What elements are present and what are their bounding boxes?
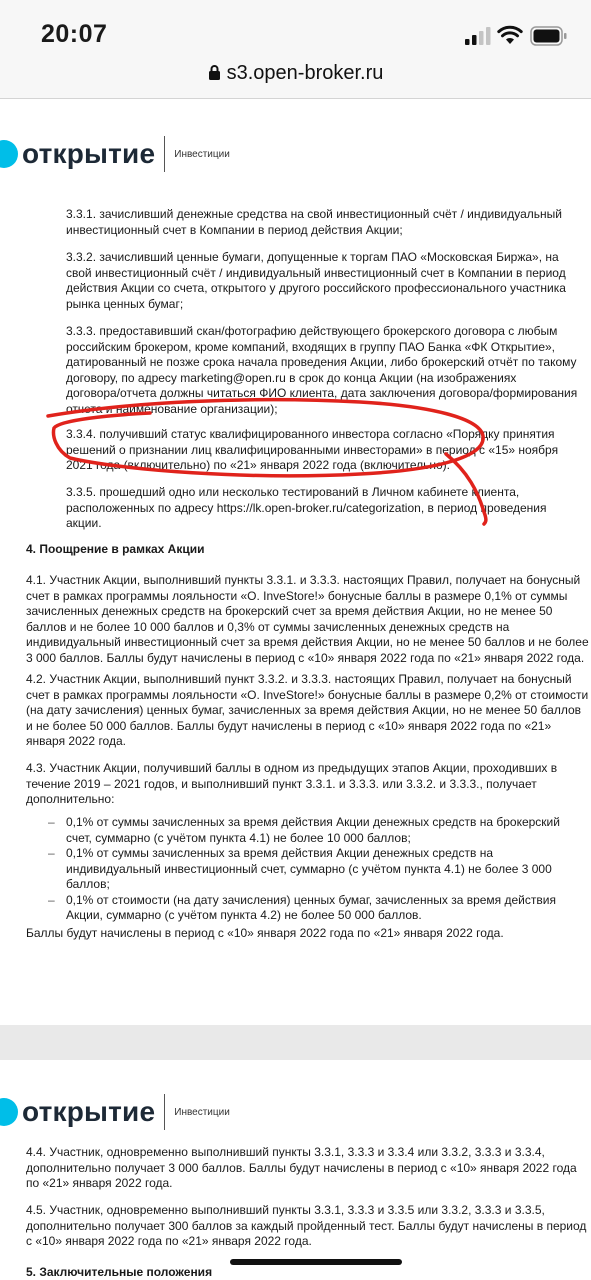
battery-icon bbox=[530, 26, 568, 46]
home-indicator[interactable] bbox=[230, 1259, 402, 1265]
text-line: рынка ценных бумаг; bbox=[66, 296, 184, 311]
text-line: Акции, суммарно (с учётом пункта 4.2) не более 50 000 баллов. bbox=[66, 908, 422, 922]
list-item bbox=[48, 815, 560, 846]
cellular-signal-icon bbox=[465, 27, 493, 45]
text-line: (на дату зачисления) ценных бумаг, зачисленных за время действия Акции, но не менее 50 баллов bbox=[26, 703, 582, 717]
text-line: 4.1. Участник Акции, выполнивший пункты 3.3.1. и 3.3.3. настоящих Правил, получает на бонусный bbox=[26, 573, 581, 587]
url-text[interactable]: s3.open-broker.ru bbox=[226, 62, 384, 84]
text-line: по «21» января 2022 года. bbox=[26, 1176, 173, 1190]
text-line: 3.3.3. предоставивший скан/фотографию действующего брокерского договора с любым bbox=[66, 324, 558, 338]
text-line: 0,1% от суммы зачисленных за время действия Акции денежных средств на брокерский bbox=[66, 815, 560, 829]
text-line: зачисленных денежных средств на брокерский счет за время действия Акции, но не менее 50 bbox=[26, 604, 553, 618]
text-line: течение 2019 – 2021 годов, и выполнивший пункт 3.3.1. и 3.3.3. или 3.3.2. и 3.3.3., получает bbox=[26, 776, 537, 791]
text-line: индивидуальный инвестиционный счет, суммарно (с учётом пункта 4.1) не более 3 000 bbox=[66, 861, 552, 876]
brand-name: открытие bbox=[22, 138, 156, 169]
text-line: действия Акции со счета, открытого у другого российского профессионального участника bbox=[66, 281, 566, 295]
text-line: 4.2. Участник Акции, выполнивший пункт 3.3.2. и 3.3.3. настоящих Правил, получает на бонусный bbox=[26, 672, 572, 686]
document-page-1 bbox=[0, 99, 591, 1025]
clause-3-3-3 bbox=[66, 324, 577, 417]
text-line: дополнительно получает 3 000 баллов. Баллы будут начислены в период с «10» января 2022 года bbox=[26, 1160, 577, 1175]
list-item bbox=[48, 893, 560, 924]
text-line: января 2022 года. bbox=[26, 734, 126, 748]
brand-mark-icon bbox=[0, 1098, 20, 1126]
document-page-2 bbox=[0, 1060, 591, 1280]
lock-icon bbox=[208, 64, 221, 81]
text-line: 4.4. Участник, одновременно выполнивший пункты 3.3.1, 3.3.3 и 3.3.4 или 3.3.2, 3.3.3 и 3.3.4, bbox=[26, 1145, 545, 1159]
bullet-dash: – bbox=[48, 815, 55, 829]
text-line: 0,1% от стоимости (на дату зачисления) ценных бумаг, зачисленных за время действия bbox=[66, 892, 556, 907]
clause-3-3-4 bbox=[66, 427, 558, 474]
closing-paragraph bbox=[26, 926, 504, 942]
clause-4-4 bbox=[26, 1145, 577, 1192]
text-line: 3.3.2. зачисливший ценные бумаги, допущенные к торгам ПАО «Московская Биржа», на bbox=[66, 250, 559, 264]
status-time: 20:07 bbox=[41, 20, 108, 48]
text-line: инвестиционный счет в Компании в период действия Акции; bbox=[66, 222, 403, 237]
brand-subtitle: Инвестиции bbox=[174, 1106, 230, 1118]
text-line: Баллы будут начислены в период с «10» января 2022 года по «21» января 2022 года. bbox=[26, 926, 504, 940]
text-line: 3 000 баллов. Баллы будут начислены в период с «10» января 2022 года по «21» января 2022 года. bbox=[26, 650, 585, 665]
clause-3-3-1 bbox=[66, 207, 562, 238]
text-line: российским брокером, кроме компаний, входящих в группу ПАО Банка «ФК Открытие», bbox=[66, 339, 555, 354]
brand-subtitle: Инвестиции bbox=[174, 148, 230, 160]
text-line: договора/отчета должны читаться ФИО клиента, дата заключения договора/формирования bbox=[66, 386, 578, 400]
text-line: расположенных по адресу https://lk.open-broker.ru/categorization, в период проведения bbox=[66, 500, 547, 515]
clause-4-2 bbox=[26, 672, 588, 750]
address-bar[interactable] bbox=[0, 58, 591, 99]
clause-4-5 bbox=[26, 1203, 586, 1250]
text-line: баллов; bbox=[66, 877, 110, 891]
text-line: решений о признании лиц квалифицированными инвесторами» в период с «15» ноября bbox=[66, 442, 559, 457]
bullet-list bbox=[48, 815, 560, 924]
text-line: и не более 50 000 баллов. Баллы будут начислены в период с «10» января 2022 года по «21» bbox=[26, 718, 552, 733]
text-line: 3.3.4. получивший статус квалифицированного инвестора согласно «Порядку принятия bbox=[66, 427, 555, 441]
brand-name: открытие bbox=[22, 1096, 156, 1127]
bullet-dash: – bbox=[48, 846, 55, 860]
text-line: 4.5. Участник, одновременно выполнивший пункты 3.3.1, 3.3.3 и 3.3.5 или 3.3.2, 3.3.3 и 3.3.5, bbox=[26, 1203, 545, 1217]
section-5-title: 5. Заключительные положения bbox=[26, 1265, 213, 1279]
clause-4-3 bbox=[26, 761, 557, 808]
text-line: индивидуальный инвестиционный счет за время действия Акции, но не менее 50 баллов и не более bbox=[26, 635, 589, 649]
text-line: счет, суммарно (с учётом пункта 4.1) не более 10 000 баллов; bbox=[66, 830, 411, 845]
brand-logo bbox=[0, 136, 230, 172]
text-line: 0,1% от суммы зачисленных за время действия Акции денежных средств на bbox=[66, 846, 494, 860]
text-line: счет в рамках программы лояльности «О. InveStore!» бонусные баллы в размере 0,1% от суммы bbox=[26, 588, 568, 603]
clause-3-3-2 bbox=[66, 250, 566, 312]
text-line: датированный не позже срока начала проведения Акции, либо брокерский отчёт по такому bbox=[66, 355, 577, 369]
brand-logo bbox=[0, 1094, 230, 1130]
text-line: дополнительно: bbox=[26, 792, 115, 806]
text-line: дополнительно получает 300 баллов за каждый пройденный тест. Баллы будут начислены в период bbox=[26, 1218, 587, 1233]
text-line: 3.3.1. зачисливший денежные средства на свой инвестиционный счёт / индивидуальный bbox=[66, 207, 562, 221]
wifi-icon bbox=[497, 25, 523, 45]
text-line: с «10» января 2022 года по «21» января 2022 года. bbox=[26, 1234, 312, 1248]
text-line: 2021 года (включительно) по «21» января 2022 года (включительно). bbox=[66, 458, 451, 472]
logo-divider bbox=[164, 1094, 165, 1130]
text-line: акции. bbox=[66, 516, 102, 530]
text-line: свой инвестиционный счёт / индивидуальный инвестиционный счет в Компании в период bbox=[66, 265, 566, 280]
bullet-dash: – bbox=[48, 892, 55, 907]
list-item bbox=[48, 846, 560, 893]
page-separator bbox=[0, 1025, 591, 1060]
text-line: договору, по адресу marketing@open.ru в срок до конца Акции (на изображениях bbox=[66, 370, 517, 385]
status-bar bbox=[0, 0, 591, 58]
clause-3-3-5 bbox=[66, 485, 547, 532]
clause-4-1 bbox=[26, 573, 589, 666]
logo-divider bbox=[164, 136, 165, 172]
text-line: 4.3. Участник Акции, получивший баллы в одном из предыдущих этапов Акции, проходивших в bbox=[26, 761, 558, 775]
brand-mark-icon bbox=[0, 140, 20, 168]
text-line: баллов и не более 10 000 баллов и 0,3% от суммы зачисленных денежных средств на bbox=[26, 619, 510, 634]
text-line: отчета и наименование организации); bbox=[66, 401, 278, 416]
section-4-title: 4. Поощрение в рамках Акции bbox=[26, 542, 205, 556]
text-line: 3.3.5. прошедший одно или несколько тестирований в Личном кабинете клиента, bbox=[66, 485, 520, 499]
text-line: счет в рамках программы лояльности «О. InveStore!» бонусные баллы в размере 0,2% от стоимости bbox=[26, 687, 589, 702]
